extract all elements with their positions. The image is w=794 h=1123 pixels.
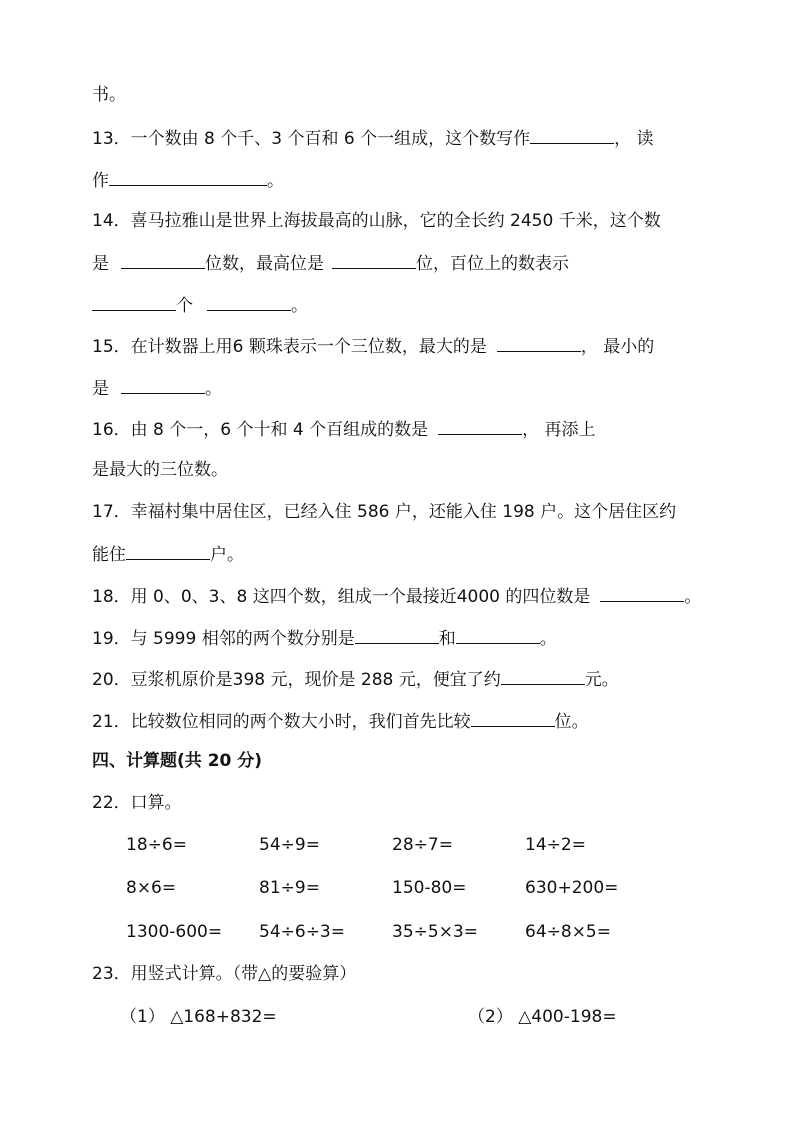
- answer-blank[interactable]: [92, 293, 176, 311]
- answer-blank[interactable]: [471, 709, 555, 727]
- question-17-cont: 能住 户。: [92, 542, 244, 566]
- answer-blank[interactable]: [121, 251, 205, 269]
- question-20: 20．豆浆机原价是398 元，现价是 288 元，便宜了约 元。: [92, 667, 619, 691]
- oral-item: 18÷6=: [126, 835, 187, 855]
- answer-blank[interactable]: [438, 417, 522, 435]
- question-15-cont: 是 。: [92, 376, 222, 400]
- question-14: 14．喜马拉雅山是世界上海拔最高的山脉，它的全长约 2450 千米，这个数: [92, 211, 661, 231]
- question-19: 19．与 5999 相邻的两个数分别是 和 。: [92, 626, 557, 650]
- question-14-cont2: 个 。: [92, 293, 308, 317]
- question-13: 13．一个数由 8 个千、3 个百和 6 个一组成，这个数写作 ， 读: [92, 126, 654, 150]
- oral-item: 150-80=: [392, 878, 467, 898]
- question-15: 15．在计数器上用6 颗珠表示一个三位数，最大的是 ， 最小的: [92, 334, 654, 358]
- answer-blank[interactable]: [207, 293, 291, 311]
- oral-item: 54÷6÷3=: [259, 922, 345, 942]
- answer-blank[interactable]: [600, 584, 684, 602]
- oral-item: 630+200=: [525, 878, 619, 898]
- answer-blank[interactable]: [121, 376, 205, 394]
- answer-blank[interactable]: [109, 168, 267, 186]
- line-continuation: 书。: [92, 85, 126, 105]
- question-16-cont: 是最大的三位数。: [92, 460, 228, 480]
- question-16: 16．由 8 个一，6 个十和 4 个百组成的数是 ， 再添上: [92, 417, 596, 441]
- vertical-item: （1） △168+832=: [120, 1007, 277, 1027]
- answer-blank[interactable]: [355, 626, 439, 644]
- oral-item: 54÷9=: [259, 835, 320, 855]
- oral-item: 28÷7=: [392, 835, 453, 855]
- question-18: 18．用 0、0、3、8 这四个数，组成一个最接近4000 的四位数是 。: [92, 584, 701, 608]
- oral-item: 81÷9=: [259, 878, 320, 898]
- question-13-cont: 作 。: [92, 168, 284, 192]
- question-17: 17．幸福村集中居住区，已经入住 586 户，还能入住 198 户。这个居住区约: [92, 502, 677, 522]
- vertical-item: （2） △400-198=: [468, 1007, 617, 1027]
- answer-blank[interactable]: [456, 626, 540, 644]
- oral-item: 1300-600=: [126, 922, 223, 942]
- answer-blank[interactable]: [497, 334, 581, 352]
- oral-item: 14÷2=: [525, 835, 586, 855]
- answer-blank[interactable]: [530, 126, 614, 144]
- oral-item: 8×6=: [126, 878, 177, 898]
- oral-item: 64÷8×5=: [525, 922, 611, 942]
- answer-blank[interactable]: [501, 667, 585, 685]
- question-21: 21．比较数位相同的两个数大小时，我们首先比较 位。: [92, 709, 589, 733]
- answer-blank[interactable]: [126, 542, 210, 560]
- question-22: 22．口算。: [92, 793, 182, 813]
- question-14-cont: 是 位数，最高位是 位，百位上的数表示: [92, 251, 569, 275]
- question-23: 23．用竖式计算。（带△的要验算）: [92, 964, 357, 984]
- oral-item: 35÷5×3=: [392, 922, 478, 942]
- section-heading: 四、计算题(共 20 分): [92, 751, 263, 771]
- answer-blank[interactable]: [332, 251, 416, 269]
